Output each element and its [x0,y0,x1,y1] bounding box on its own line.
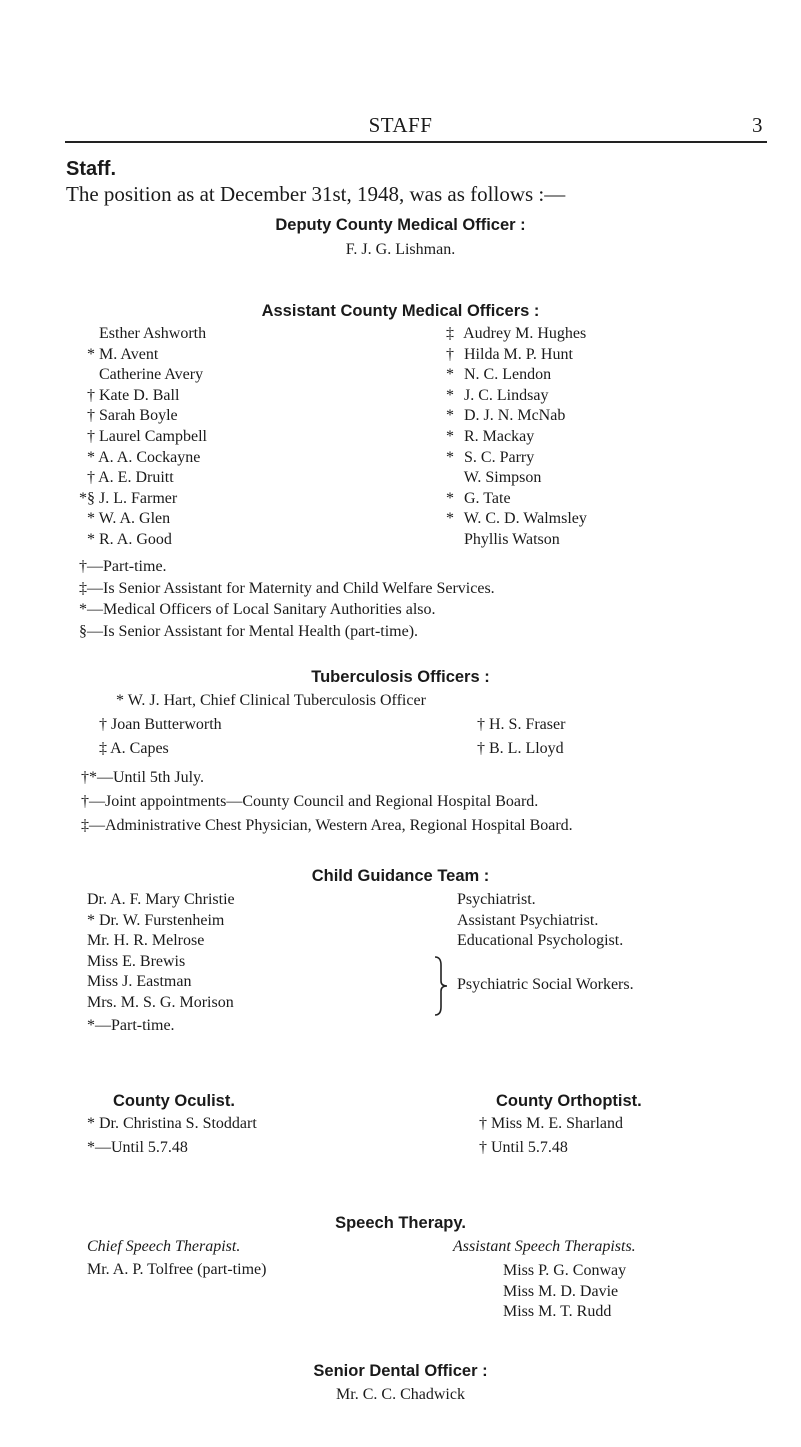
cg-heading: Child Guidance Team : [311,867,490,885]
list-item: Miss P. G. Conway [503,1262,627,1279]
footnote: *—Part-time. [87,1017,175,1034]
assistants-right-list [446,324,587,551]
orthoptist-heading: County Orthoptist. [496,1092,642,1110]
list-item: W. Simpson [463,469,542,487]
list-item: * D. J. N. McNab [446,407,566,425]
speech-assistants-title: Assistant Speech Therapists. [453,1238,636,1255]
dental-name: Mr. C. C. Chadwick [336,1386,465,1403]
tb-officer: † B. L. Lloyd [477,740,564,757]
tb-officer: † Joan Butterworth [99,716,222,733]
speech-assistants-list [503,1261,626,1323]
cg-name: * Dr. W. Furstenheim [87,911,225,929]
tb-officer: † H. S. Fraser [477,716,566,733]
orthoptist-name: † Miss M. E. Sharland [479,1115,623,1132]
cg-group-role: Psychiatric Social Workers. [457,976,634,993]
list-item: † A. E. Druitt [87,469,174,487]
tb-heading: Tuberculosis Officers : [311,668,490,686]
intro-text: The position as at December 31st, 1948, was as follows :— [66,182,566,206]
footnote: *—Until 5.7.48 [87,1139,188,1156]
list-item: * S. C. Parry [446,448,535,466]
list-item: * G. Tate [446,489,511,507]
header-rule [65,141,767,143]
footnote: † Until 5.7.48 [479,1139,568,1156]
cg-name: Miss J. Eastman [87,973,192,991]
list-item: † Sarah Boyle [87,407,178,425]
footnote: *—Medical Officers of Local Sanitary Authorities also. [79,601,436,618]
tb-officer: ‡ A. Capes [99,740,169,757]
list-item: * M. Avent [87,345,159,363]
list-item: * J. C. Lindsay [446,386,549,404]
list-item: * R. Mackay [446,427,535,445]
speech-chief-name: Mr. A. P. Tolfree (part-time) [87,1261,267,1278]
list-item: * R. A. Good [87,530,172,548]
dental-heading: Senior Dental Officer : [313,1362,488,1380]
oculist-name: * Dr. Christina S. Stoddart [87,1115,257,1132]
cg-names [87,890,235,1014]
list-item: Esther Ashworth [99,325,207,342]
cg-name: Dr. A. F. Mary Christie [87,891,235,908]
speech-chief-title: Chief Speech Therapist. [87,1238,241,1255]
page-number: 3 [752,113,763,137]
assistants-notes [79,556,495,642]
cg-role: Assistant Psychiatrist. [457,911,599,929]
footnote: †—Part-time. [79,558,167,575]
footnote: ‡—Is Senior Assistant for Maternity and Child Welfare Services. [79,579,495,597]
cg-role: Psychiatrist. [457,891,536,908]
right-brace-icon [432,955,452,1017]
footnote: †*—Until 5th July. [81,769,204,786]
header-title: STAFF [368,113,433,137]
list-item: † Kate D. Ball [87,386,180,404]
footnote: §—Is Senior Assistant for Mental Health (part-time). [79,622,419,640]
list-item: † Laurel Campbell [87,427,207,445]
list-item: *§ J. L. Farmer [79,489,178,507]
list-item: Miss M. T. Rudd [503,1303,612,1321]
tb-chief: * W. J. Hart, Chief Clinical Tuberculosis Officer [116,692,426,709]
page-header [0,113,801,138]
section-heading-staff: Staff. [66,158,116,180]
list-item: Phyllis Watson [464,530,560,548]
deputy-name: F. J. G. Lishman. [345,241,456,258]
cg-name: Mr. H. R. Melrose [87,932,205,950]
list-item: * A. A. Cockayne [87,448,201,466]
list-item: Catherine Avery [99,366,204,384]
oculist-heading: County Oculist. [113,1092,235,1110]
footnote: †—Joint appointments—County Council and Regional Hospital Board. [81,793,539,810]
tb-notes [81,766,573,838]
cg-name: Mrs. M. S. G. Morison [87,993,234,1011]
list-item: ‡ Audrey M. Hughes [446,325,587,342]
list-item: Miss M. D. Davie [503,1282,619,1300]
list-item: * W. C. D. Walmsley [446,510,587,528]
list-item: * N. C. Lendon [446,366,552,384]
cg-role: Educational Psychologist. [457,932,624,950]
deputy-heading: Deputy County Medical Officer : [275,216,526,234]
assistants-left-list [79,324,207,551]
assistants-heading: Assistant County Medical Officers : [261,302,540,320]
cg-roles [457,890,623,952]
list-item: † Hilda M. P. Hunt [446,345,573,363]
footnote: ‡—Administrative Chest Physician, Western Area, Regional Hospital Board. [81,817,573,834]
list-item: * W. A. Glen [87,510,171,528]
cg-name: Miss E. Brewis [87,952,186,970]
speech-heading: Speech Therapy. [335,1214,466,1232]
